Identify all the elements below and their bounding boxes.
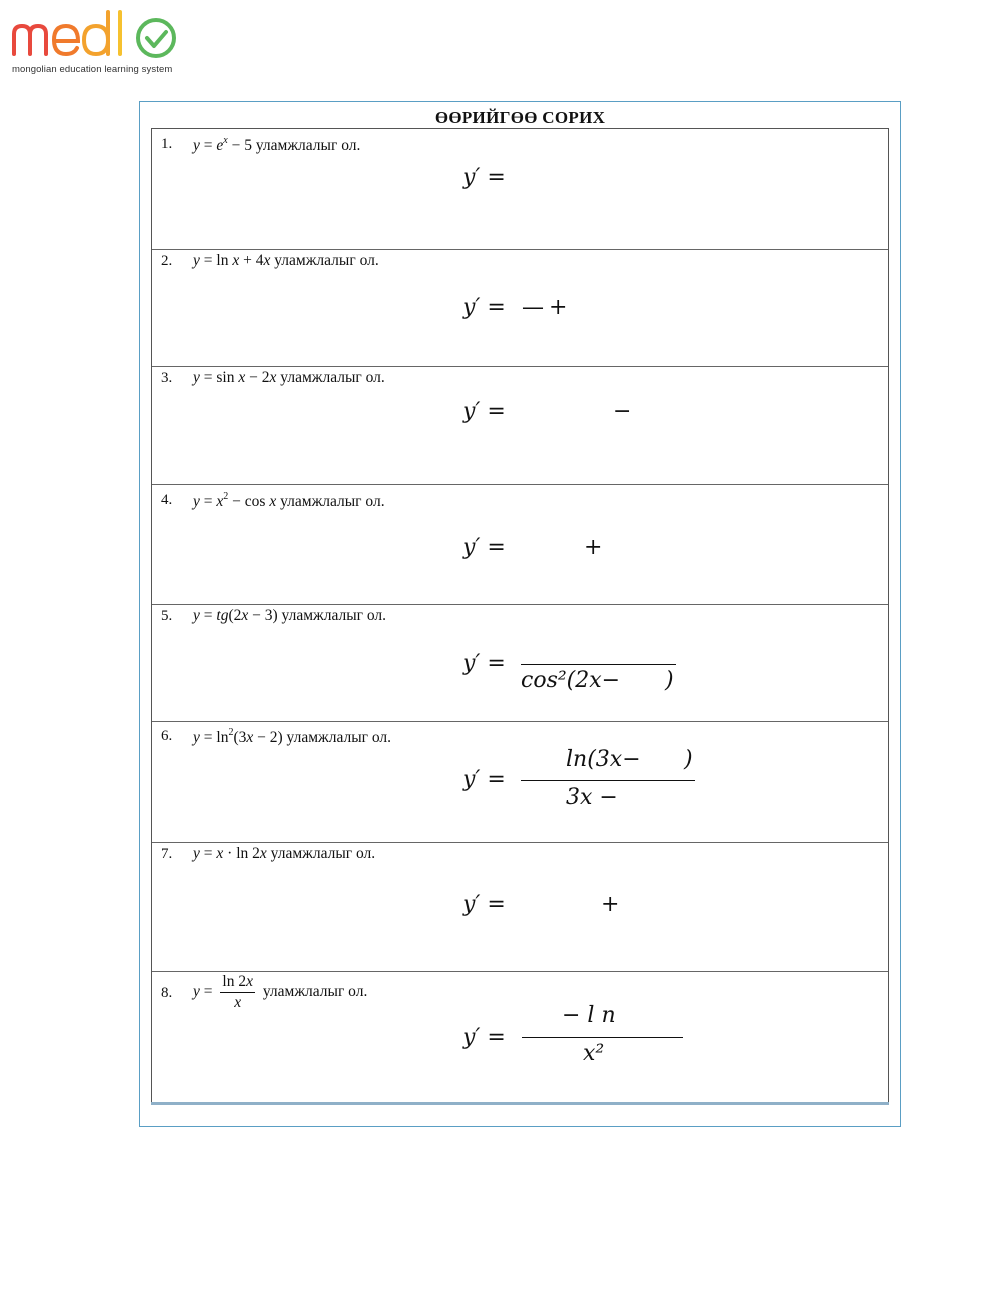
instruction-text: уламжлалыг ол.: [280, 369, 385, 386]
answer-part: ): [684, 747, 693, 772]
answer-part: ln(3x−: [566, 747, 641, 772]
answer-blank: y′ =: [463, 535, 506, 560]
answer-part: +: [601, 892, 620, 917]
worksheet-title: ӨӨРИЙГӨӨ СОРИХ: [434, 108, 606, 127]
logo-tagline: mongolian education learning system: [12, 64, 173, 75]
problem-table: [151, 128, 889, 1104]
instruction-text: уламжлалыг ол.: [270, 845, 376, 862]
problem-number: 2.: [161, 253, 173, 269]
answer-part: +: [584, 535, 603, 560]
table-bottom-rule: [151, 1102, 889, 1105]
problem-row-1: [152, 129, 888, 250]
instruction-text: уламжлалыг ол.: [255, 137, 361, 154]
problem-row-3: [152, 367, 888, 485]
answer-part: 3x −: [566, 785, 618, 810]
problem-number: 5.: [161, 608, 173, 624]
problem-number: 8.: [161, 985, 173, 1001]
problem-row-5: [152, 605, 888, 722]
fraction-line: [521, 664, 676, 665]
problem-number: 1.: [161, 136, 173, 152]
problem-function: $y = \ln^2(3x - 2)$ уламжлалыг ол.: [193, 727, 392, 746]
instruction-text: уламжлалыг ол.: [286, 729, 392, 746]
instruction-text: уламжлалыг ол.: [274, 252, 379, 269]
answer-part: − l n: [562, 1003, 616, 1028]
worksheet-frame: [139, 101, 901, 1127]
answer-blank: y′ =: [463, 1025, 506, 1050]
problem-row-4: [152, 485, 888, 605]
answer-blank: y′ =: [463, 767, 506, 792]
problem-number: 3.: [161, 370, 173, 386]
fraction-line: [522, 1037, 683, 1038]
instruction-text: уламжлалыг ол.: [281, 607, 387, 624]
answer-part: cos²(2x−: [521, 668, 621, 693]
answer-blank: y′ =: [463, 651, 506, 676]
answer-blank: y′ =: [463, 295, 506, 320]
medle-logo: [10, 8, 190, 78]
problem-function: $y = x^2 - \cos x$ уламжлалыг ол.: [193, 491, 385, 510]
problem-function: y = sin x − 2x уламжлалыг ол.: [193, 369, 385, 386]
medle-wordmark-graphic: [10, 8, 182, 64]
problem-function: y = $\frac{\ln 2x}{x}$ уламжлалыг ол.: [193, 973, 368, 1011]
answer-part: +: [549, 295, 568, 320]
problem-function: y = ln x + 4x уламжлалыг ол.: [193, 252, 379, 269]
answer-blank: y′ =: [463, 399, 506, 424]
problem-row-7: [152, 843, 888, 972]
answer-blank: y′ =: [463, 892, 506, 917]
answer-part: x²: [583, 1041, 605, 1066]
problem-number: 4.: [161, 492, 173, 508]
problem-row-2: [152, 250, 888, 367]
problem-number: 6.: [161, 728, 173, 744]
fraction-line: [521, 780, 695, 781]
answer-part: −: [613, 399, 632, 424]
problem-function: $y = e^x - 5$ уламжлалыг ол.: [193, 135, 361, 154]
answer-part: ): [665, 668, 674, 693]
problem-function: y = x · ln 2x уламжлалыг ол.: [193, 845, 376, 862]
problem-function: y = tg(2x − 3) уламжлалыг ол.: [193, 607, 387, 624]
answer-part: —: [522, 295, 544, 320]
problem-row-6: [152, 722, 888, 843]
problem-number: 7.: [161, 846, 173, 862]
answer-blank: y′ =: [463, 165, 506, 190]
instruction-text: уламжлалыг ол.: [262, 983, 368, 1001]
instruction-text: уламжлалыг ол.: [280, 493, 385, 510]
problem-row-8: [152, 972, 888, 1104]
